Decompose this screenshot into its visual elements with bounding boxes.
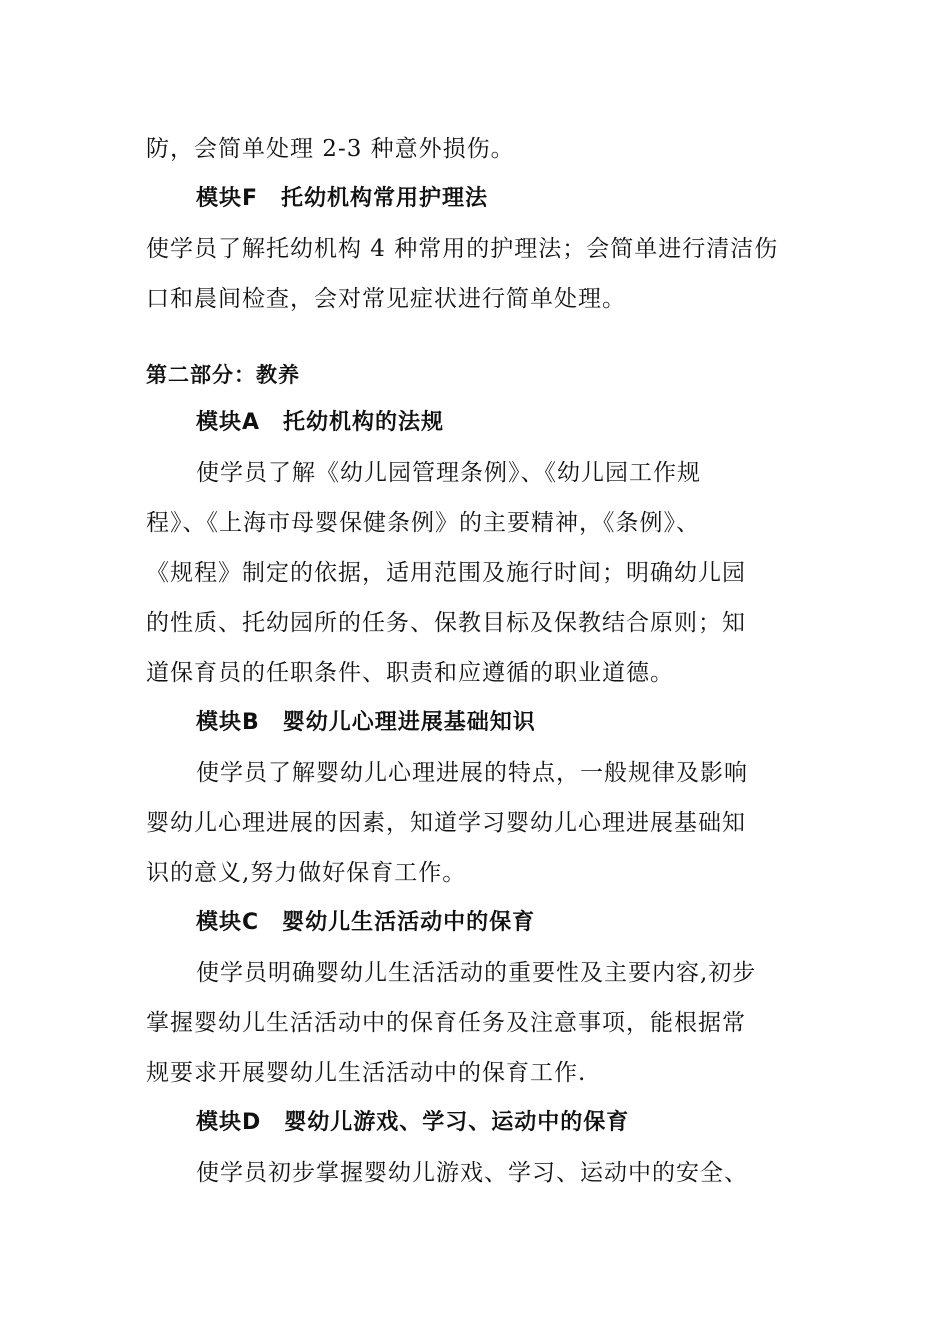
module-heading: 模块F 托幼机构常用护理法 — [196, 186, 489, 211]
module-heading: 模块A 托幼机构的法规 — [196, 410, 445, 435]
module-heading: 模块B 婴幼儿心理进展基础知识 — [196, 710, 536, 735]
paragraph-line: 识的意义,努力做好保育工作。 — [146, 860, 467, 886]
paragraph-line: 的性质、托幼园所的任务、保教目标及保教结合原则；知 — [146, 610, 746, 636]
paragraph-line: 使学员了解托幼机构 4 种常用的护理法；会简单进行清洁伤 — [146, 236, 779, 262]
paragraph-line: 规要求开展婴幼儿生活活动中的保育工作. — [146, 1060, 587, 1086]
paragraph-line: 婴幼儿心理进展的因素，知道学习婴幼儿心理进展基础知 — [146, 810, 746, 836]
module-heading: 模块D 婴幼儿游戏、学习、运动中的保育 — [196, 1110, 630, 1135]
module-heading: 模块C 婴幼儿生活活动中的保育 — [196, 910, 536, 935]
paragraph-line: 掌握婴幼儿生活活动中的保育任务及注意事项，能根据常 — [146, 1010, 746, 1036]
paragraph-line: 使学员明确婴幼儿生活活动的重要性及主要内容,初步 — [196, 960, 757, 986]
paragraph-line: 使学员了解婴幼儿心理进展的特点，一般规律及影响 — [196, 760, 748, 786]
paragraph-line: 程》、《上海市母婴保健条例》的主要精神，《条例》、 — [146, 510, 700, 536]
paragraph-line: 《规程》制定的依据，适用范围及施行时间；明确幼儿园 — [146, 560, 746, 586]
paragraph-line: 防，会简单处理 2-3 种意外损伤。 — [146, 136, 515, 162]
paragraph-line: 口和晨间检查，会对常见症状进行简单处理。 — [146, 286, 626, 312]
paragraph-line: 使学员初步掌握婴幼儿游戏、学习、运动中的安全、 — [196, 1160, 748, 1186]
paragraph-line: 使学员了解《幼儿园管理条例》、《幼儿园工作规 — [196, 460, 701, 486]
paragraph-line: 道保育员的任职条件、职责和应遵循的职业道德。 — [146, 660, 674, 686]
section-heading: 第二部分：教养 — [146, 363, 300, 387]
